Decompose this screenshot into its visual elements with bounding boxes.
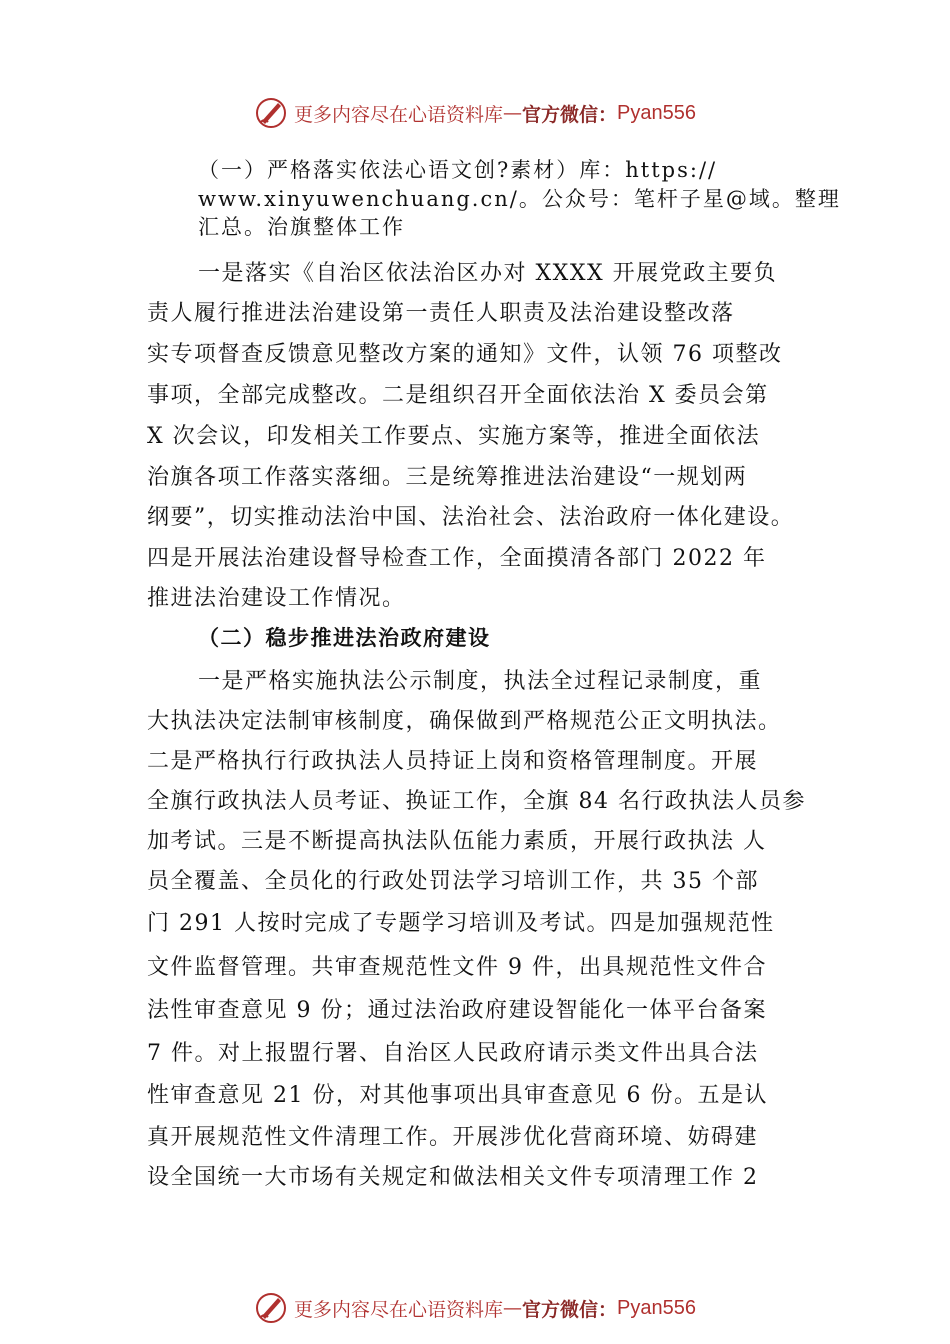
- text-line: 7 件。对上报盟行署、自治区人民政府请示类文件出具合法: [147, 1041, 759, 1066]
- heading-line: 汇总。治旗整体工作: [198, 215, 405, 239]
- banner-separator: —: [503, 1297, 523, 1319]
- banner-wechat-label: 官方微信：: [522, 1298, 618, 1321]
- text-line: 真开展规范性文件清理工作。开展涉优化营商环境、妨碍建: [147, 1125, 759, 1150]
- header-banner: [0, 96, 950, 130]
- text-line: 一是落实《自治区依法治区办对 XXXX 开展党政主要负: [198, 261, 778, 286]
- banner-text: 更多内容尽在心语资料库: [294, 1298, 504, 1321]
- text-line: 性审查意见 21 份，对其他事项出具审查意见 6 份。五是认: [147, 1083, 768, 1108]
- banner-account: Pyan556: [617, 101, 696, 124]
- text-line: 员全覆盖、全员化的行政处罚法学习培训工作，共 35 个部: [147, 869, 759, 894]
- pen-logo-icon: [254, 1291, 288, 1325]
- text-line: 门 291 人按时完成了专题学习培训及考试。四是加强规范性: [147, 911, 775, 936]
- text-line: 全旗行政执法人员考证、换证工作，全旗 84 名行政执法人员参: [147, 789, 806, 814]
- text-line: 加考试。三是不断提高执法队伍能力素质，开展行政执法 人: [147, 829, 767, 854]
- section-two-heading: （二）稳步推进法治政府建设: [198, 625, 491, 650]
- heading-line: www.xinyuwenchuang.cn/。公众号：笔杆子星@域。整理: [198, 186, 841, 211]
- banner-wechat-label: 官方微信：: [522, 103, 618, 126]
- text-line: 事项，全部完成整改。二是组织召开全面依法治 X 委员会第: [147, 383, 769, 408]
- footer-banner: [0, 1291, 950, 1325]
- heading-line: （一）严格落实依法心语文创?素材）库：https://: [198, 158, 718, 182]
- section-one-heading: [198, 156, 841, 242]
- text-line: 设全国统一大市场有关规定和做法相关文件专项清理工作 2: [147, 1165, 759, 1190]
- banner-text: 更多内容尽在心语资料库: [294, 103, 504, 126]
- text-line: 法性审查意见 9 份；通过法治政府建设智能化一体平台备案: [147, 998, 767, 1023]
- text-line: 二是严格执行行政执法人员持证上岗和资格管理制度。开展: [147, 749, 759, 774]
- text-line: 实专项督查反馈意见整改方案的通知》文件，认领 76 项整改: [147, 342, 783, 367]
- pen-logo-icon: [254, 96, 288, 130]
- banner-separator: —: [503, 102, 523, 124]
- text-line: 治旗各项工作落实落细。三是统筹推进法治建设“一规划两: [147, 465, 748, 490]
- text-line: 文件监督管理。共审查规范性文件 9 件，出具规范性文件合: [147, 955, 767, 980]
- text-line: 大执法决定法制审核制度，确保做到严格规范公正文明执法。: [147, 709, 782, 734]
- text-line: X 次会议，印发相关工作要点、实施方案等，推进全面依法: [147, 424, 761, 449]
- text-line: 纲要”，切实推动法治中国、法治社会、法治政府一体化建设。: [147, 505, 795, 530]
- text-line: 责人履行推进法治建设第一责任人职责及法治建设整改落: [147, 301, 735, 326]
- text-line: 四是开展法治建设督导检查工作，全面摸清各部门 2022 年: [147, 546, 767, 571]
- text-line: 一是严格实施执法公示制度，执法全过程记录制度，重: [198, 669, 763, 694]
- banner-account: Pyan556: [617, 1296, 696, 1319]
- text-line: 推进法治建设工作情况。: [147, 586, 406, 611]
